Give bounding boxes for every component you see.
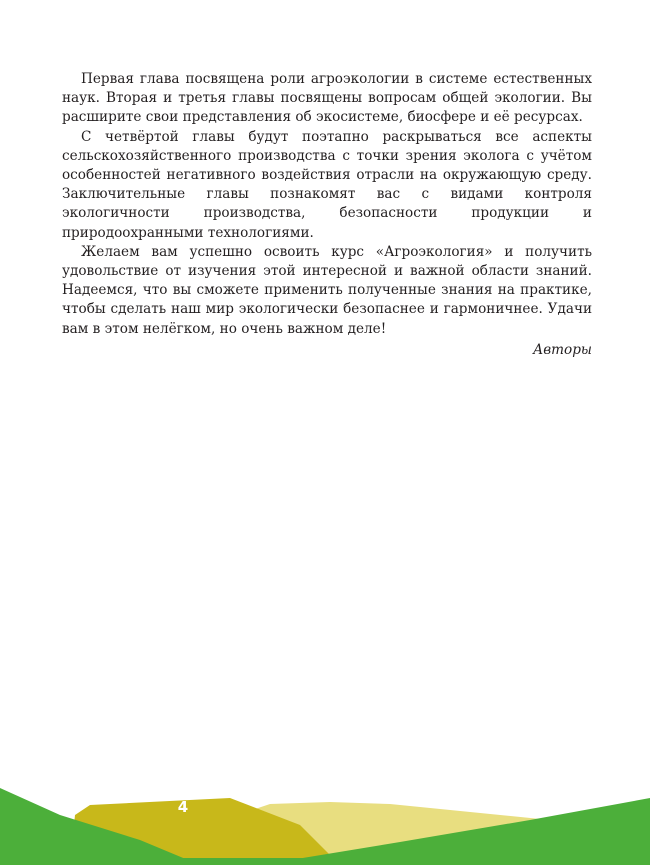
paragraph-3: Желаем вам успешно освоить курс «Агроэкология» и получить удовольствие от изучения этой интересной и важной области знаний. Надеемся, что вы сможете применить полученные знания на практике, чтобы сделать наш мир экологически безопаснее и гармоничнее. Удачи вам в этом нелёгком, но очень важном деле! [62, 243, 592, 337]
paragraph-1: Первая глава посвящена роли агроэкологии в системе естественных наук. Вторая и третья главы посвящены вопросам общей экологии. Вы расширите свои представления об экосистеме, биосфере и её ресурсах. [62, 71, 592, 126]
authors-signature: Авторы [532, 341, 592, 358]
footer-green-base-shape [0, 858, 650, 865]
footer-decoration [0, 770, 650, 865]
page-number: 4 [177, 798, 189, 816]
footer-shapes [0, 770, 650, 865]
body-text [62, 70, 592, 360]
paragraph-2: С четвёртой главы будут поэтапно раскрываться все аспекты сельскохозяйственного производства с точки зрения эколога с учётом особенностей негативного воздействия отрасли на окружающую среду. Заключительные главы познакомят вас с видами контроля экологичности производства, безопасности продукции и природоохранными технологиями. [62, 128, 592, 241]
